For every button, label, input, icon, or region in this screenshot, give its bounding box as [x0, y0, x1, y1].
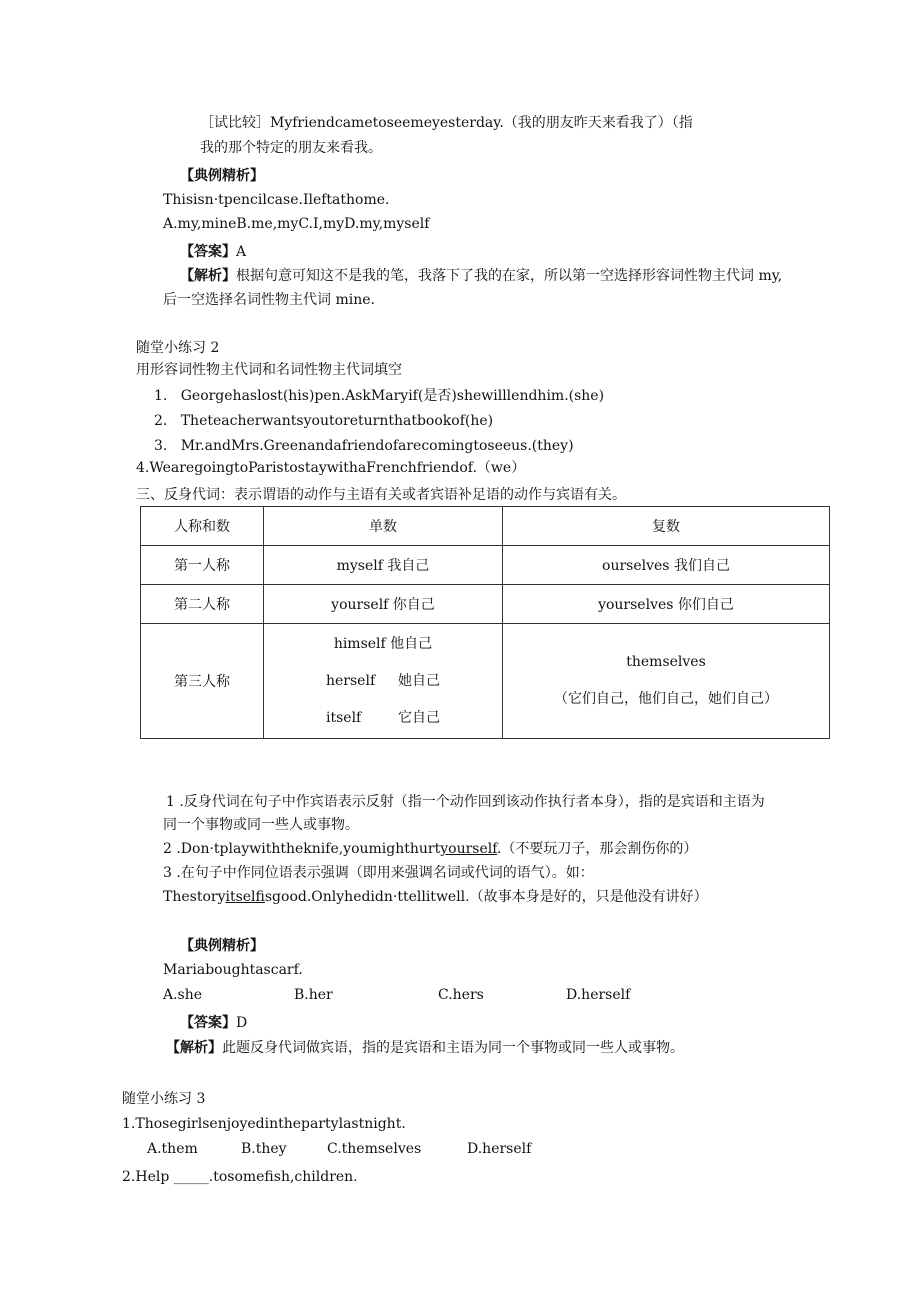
table-cell-person: 第一人称: [141, 546, 264, 585]
analysis-text: 根据句意可知这不是我的笔，我落下了我的在家，所以第一空选择形容词性物主代词 my,: [236, 268, 783, 284]
note-4: [163, 887, 708, 907]
q1-option-b: B.they: [241, 1141, 287, 1157]
analysis-text: 此题反身代词做宾语，指的是宾语和主语为同一个事物或同一些人或事物。: [222, 1040, 684, 1056]
table-cell-singular: myself 我自己: [264, 546, 503, 585]
analysis-label: 【解析】: [180, 268, 236, 284]
practice-title: 随堂小练习 3: [122, 1091, 206, 1107]
note-4-pre: Thestory: [163, 889, 226, 905]
question-2: [122, 1167, 358, 1187]
item-number: 2.: [154, 413, 168, 429]
table-cell-singular: yourself 你自己: [264, 585, 503, 624]
practice-item: [154, 411, 493, 431]
table-cell-person: 第三人称: [141, 624, 264, 739]
note-4-underlined: itself: [225, 889, 265, 905]
himself-line: himself 他自己: [333, 635, 433, 652]
answer-label: 【答案】: [180, 1015, 236, 1031]
table-cell-plural: [503, 624, 830, 739]
q2-blank: _____: [173, 1169, 209, 1185]
table-row: [141, 546, 830, 585]
table-cell-singular: [264, 624, 503, 739]
item-text: Georgehaslost(his)pen.AskMaryif(是否)shewilllendhim.(she): [180, 388, 605, 404]
item-text: Mr.andMrs.Greenandafriendofarecomingtoseeus.(they): [180, 438, 574, 454]
note-1-line-2: 同一个事物或同一些人或事物。: [163, 817, 359, 833]
note-2-underlined: yourself: [440, 841, 497, 857]
itself-en: itself: [326, 709, 362, 726]
note-2-pre: 2 .Don·tplaywiththeknife,youmighthurt: [163, 841, 441, 857]
note-2: [163, 839, 697, 859]
table-header-cell: 单数: [264, 507, 503, 546]
table-header-row: [141, 507, 830, 546]
answer-label: 【答案】: [180, 244, 236, 260]
example-heading: 【典例精析】: [180, 938, 264, 954]
note-1-line-1: 1 .反身代词在句子中作宾语表示反射（指一个动作回到该动作执行者本身），指的是宾语和主语为: [166, 794, 765, 810]
themselves-en: themselves: [626, 654, 706, 670]
note-4-post: isgood.Onlyhedidn·ttellitwell.（故事本身是好的，只是他没有讲好）: [264, 889, 708, 905]
themselves-zh: （它们自己，他们自己，她们自己）: [554, 691, 778, 707]
example-options: A.my,mineB.me,myC.I,myD.my,myself: [163, 216, 430, 232]
table-header-cell: 人称和数: [141, 507, 264, 546]
herself-line: [264, 663, 502, 700]
option-c: C.hers: [438, 987, 484, 1003]
section-heading: 三、反身代词：表示谓语的动作与主语有关或者宾语补足语的动作与宾语有关。: [136, 487, 626, 503]
analysis-line-1: [180, 266, 782, 286]
table-row: [141, 624, 830, 739]
answer-value: D: [236, 1015, 248, 1031]
herself-zh: 她自己: [398, 672, 440, 689]
item-number: 3.: [154, 438, 168, 454]
analysis-line: [166, 1038, 684, 1058]
note-3: 3 .在句子中作同位语表示强调（即用来强调名词或代词的语气）。如：: [163, 865, 594, 881]
third-singular-stack: [264, 626, 502, 737]
example-question: Mariaboughtascarf.: [163, 962, 303, 978]
compare-line-2: 我的那个特定的朋友来看我。: [200, 140, 382, 156]
q2-post: .tosomefish,children.: [208, 1169, 358, 1185]
practice-title: 随堂小练习 2: [136, 340, 220, 356]
reflexive-pronoun-table: [140, 506, 830, 739]
practice-item: [136, 458, 525, 478]
itself-line: [264, 700, 502, 737]
item-text: 4.WearegoingtoParistostaywithaFrenchfriendof.（we）: [136, 460, 526, 476]
herself-en: herself: [326, 672, 376, 689]
practice-item: [154, 436, 574, 456]
option-a: A.she: [163, 987, 203, 1003]
compare-line-1: ［试比较］Myfriendcametoseemeyesterday.（我的朋友昨天来看我了）（指: [200, 115, 693, 131]
answer-line: [180, 242, 246, 262]
example-question: Thisisn·tpencilcase.Ileftathome.: [163, 192, 390, 208]
q1-option-c: C.themselves: [327, 1141, 422, 1157]
answer-value: A: [236, 244, 247, 260]
analysis-label: 【解析】: [166, 1040, 222, 1056]
option-d: D.herself: [566, 987, 631, 1003]
note-2-post: .（不要玩刀子，那会割伤你的）: [496, 841, 698, 857]
item-text: Theteacherwantsyoutoreturnthatbookof(he): [180, 413, 494, 429]
analysis-line-2: 后一空选择名词性物主代词 mine.: [163, 292, 375, 308]
table-header-cell: 复数: [503, 507, 830, 546]
answer-line: [180, 1013, 247, 1033]
table-cell-plural: yourselves 你们自己: [503, 585, 830, 624]
example-heading: 【典例精析】: [180, 168, 264, 184]
itself-zh: 它自己: [398, 709, 440, 726]
table-cell-plural: ourselves 我们自己: [503, 546, 830, 585]
table-row: [141, 585, 830, 624]
question-1: 1.Thosegirlsenjoyedinthepartylastnight.: [122, 1116, 406, 1132]
practice-instruction: 用形容词性物主代词和名词性物主代词填空: [136, 362, 402, 378]
practice-item: [154, 386, 604, 406]
q1-option-a: A.them: [147, 1141, 198, 1157]
q1-option-d: D.herself: [467, 1141, 532, 1157]
table-cell-person: 第二人称: [141, 585, 264, 624]
item-number: 1.: [154, 388, 168, 404]
option-b: B.her: [294, 987, 333, 1003]
q2-pre: 2.Help: [122, 1169, 170, 1185]
